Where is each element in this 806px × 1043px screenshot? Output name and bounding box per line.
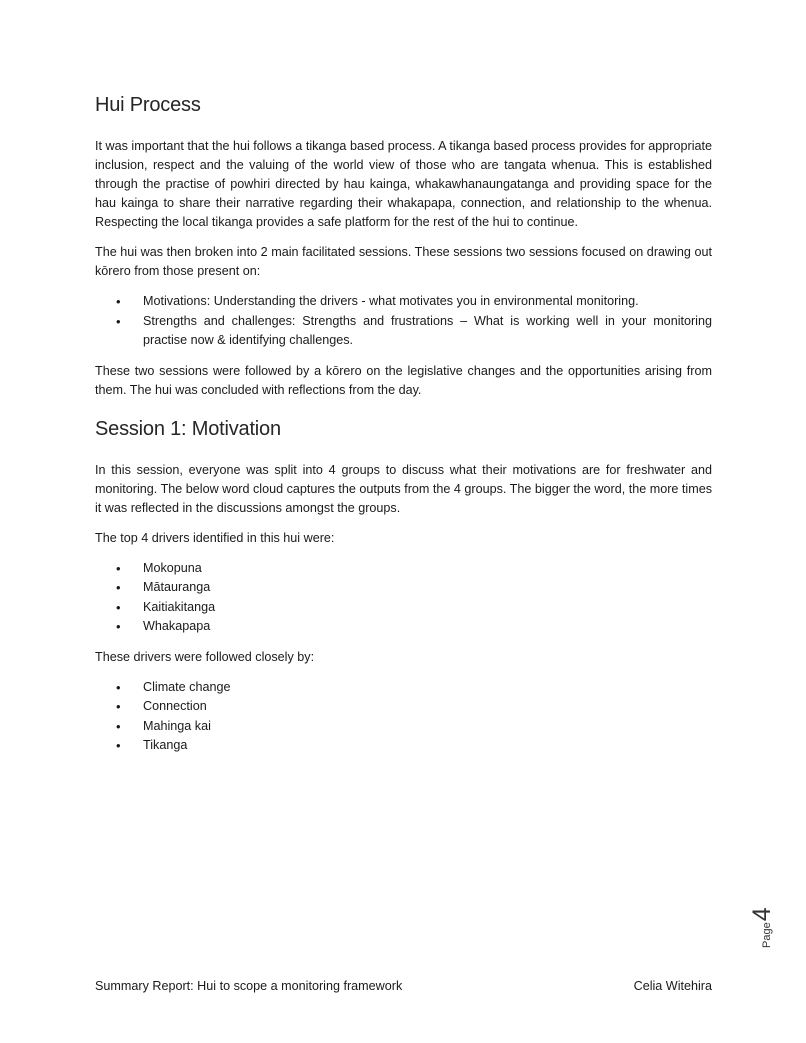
list-item: • Strengths and challenges: Strengths and frustrations – What is working well in your monitoring practise now & identifying challenges. bbox=[95, 312, 712, 351]
list-item: • Climate change bbox=[95, 678, 712, 698]
followed-drivers-list bbox=[95, 678, 712, 756]
top-drivers-label: The top 4 drivers identified in this hui were: bbox=[95, 530, 335, 545]
list-item: • Motivations: Understanding the drivers - what motivates you in environmental monitoring. bbox=[95, 292, 712, 312]
list-item: • Whakapapa bbox=[95, 617, 712, 637]
list-item: • Mātauranga bbox=[95, 578, 712, 598]
paragraph-sessions-intro: The hui was then broken into 2 main facilitated sessions. These sessions two sessions focused on drawing out kōrero from those present on: bbox=[95, 245, 712, 278]
paragraph-closing: These two sessions were followed by a kōrero on the legislative changes and the opportunities arising from them. The hui was concluded with reflections from the day. bbox=[95, 363, 712, 397]
page-footer bbox=[95, 979, 712, 993]
section-heading-hui-process: Hui Process bbox=[95, 94, 201, 116]
page-number-marker bbox=[748, 896, 782, 956]
list-item: • Mahinga kai bbox=[95, 717, 712, 737]
list-item: • Connection bbox=[95, 697, 712, 717]
list-item: • Kaitiakitanga bbox=[95, 598, 712, 618]
paragraph-tikanga-process: It was important that the hui follows a tikanga based process. A tikanga based process provides for appropriate inclusion, respect and the valuing of the world view of those who are tangata whenua. This is established through the practise of powhiri directed by hau kainga, whakawhanaungatanga and providing space for the hau kainga to share their narrative regarding their whakapapa, connection, and relationship to the whenua. Respecting the local tikanga provides a safe platform for the rest of the hui to continue. bbox=[95, 139, 712, 229]
list-item: • Tikanga bbox=[95, 736, 712, 756]
followed-drivers-label: These drivers were followed closely by: bbox=[95, 649, 315, 664]
document-body bbox=[95, 94, 712, 767]
section-heading-session-1: Session 1: Motivation bbox=[95, 417, 281, 440]
sessions-list bbox=[95, 292, 712, 351]
footer-report-title: Summary Report: Hui to scope a monitoring framework bbox=[95, 979, 403, 993]
top-drivers-list bbox=[95, 559, 712, 637]
footer-author: Celia Witehira bbox=[633, 979, 712, 993]
paragraph-session-intro: In this session, everyone was split into 4 groups to discuss what their motivations are for freshwater and monitoring. The below word cloud captures the outputs from the 4 groups. The bigger the word, the more times it was reflected in the discussions amongst the groups. bbox=[95, 462, 712, 515]
page-number: 4 bbox=[748, 907, 776, 922]
page-word: Page bbox=[761, 922, 773, 948]
list-item: • Mokopuna bbox=[95, 559, 712, 579]
